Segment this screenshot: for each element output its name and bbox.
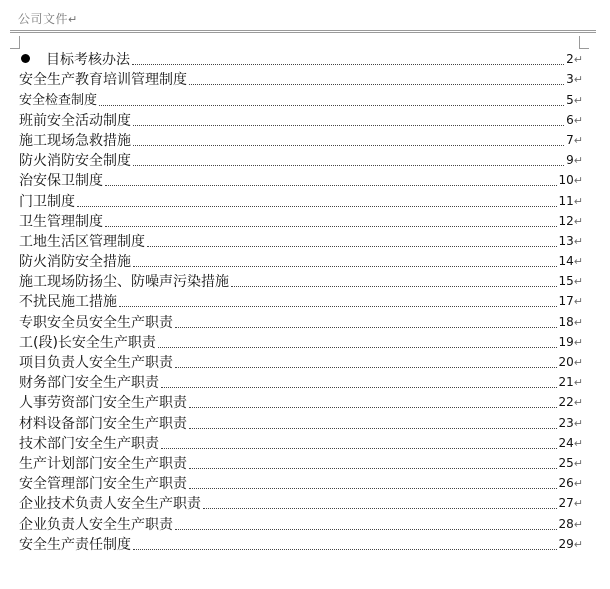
page-number-text: 28 [558, 516, 574, 531]
toc-entry-title[interactable] [19, 253, 131, 271]
paragraph-mark: ↵ [573, 436, 583, 450]
dot-leader [77, 205, 557, 207]
dot-leader [119, 305, 557, 307]
toc-page-number [559, 414, 584, 433]
toc-entry[interactable] [19, 291, 583, 311]
toc-entry-text: 施工现场急救措施 [19, 132, 131, 149]
bullet-icon [21, 54, 30, 63]
page-number-text: 14 [558, 254, 574, 269]
toc-entry[interactable] [19, 453, 583, 473]
toc-entry[interactable] [19, 49, 583, 69]
paragraph-mark: ↵ [573, 376, 583, 390]
dot-leader [175, 326, 557, 328]
toc-page-number [559, 292, 584, 311]
toc-entry-title[interactable] [19, 475, 187, 493]
dot-leader [132, 63, 564, 65]
dot-leader [133, 548, 557, 550]
toc-entry-text: 不扰民施工措施 [19, 294, 117, 311]
paragraph-mark: ↵ [573, 113, 583, 127]
toc-entry-title[interactable] [19, 293, 117, 311]
toc-entry-title[interactable] [19, 415, 187, 433]
paragraph-mark: ↵ [573, 133, 583, 147]
paragraph-mark: ↵ [573, 154, 583, 168]
toc-page-number [566, 131, 583, 150]
paragraph-mark: ↵ [573, 396, 583, 410]
toc-entry-text: 安全生产教育培训管理制度 [19, 72, 187, 89]
toc-page-number [559, 232, 584, 251]
toc-entry-text: 施工现场防扬尘、防噪声污染措施 [19, 274, 229, 291]
toc-page-number [566, 70, 583, 89]
toc-entry-title[interactable] [19, 71, 187, 89]
dot-leader [175, 528, 557, 530]
toc-entry-text: 企业技术负责人安全生产职责 [19, 496, 201, 513]
toc-entry-title[interactable] [19, 233, 145, 251]
toc-entry-title[interactable] [19, 516, 173, 534]
page-number-text: 17 [558, 294, 574, 309]
margin-corner-left [10, 36, 20, 49]
paragraph-mark: ↵ [573, 275, 583, 289]
toc-page-number [559, 393, 584, 412]
dot-leader [158, 346, 557, 348]
toc-entry[interactable] [19, 412, 583, 432]
toc-entry-text: 材料设备部门安全生产职责 [19, 415, 187, 432]
toc-entry-text: 门卫制度 [19, 193, 75, 210]
toc-page-number [559, 353, 584, 372]
dot-leader [189, 467, 557, 469]
toc-entry-title[interactable] [19, 152, 131, 170]
paragraph-mark: ↵ [573, 73, 583, 87]
margin-corner-right [579, 36, 589, 49]
dot-leader [161, 386, 557, 388]
paragraph-mark: ↵ [573, 214, 583, 228]
page-number-text: 29 [558, 536, 574, 551]
toc-entry[interactable] [19, 150, 583, 170]
toc-entry[interactable] [19, 110, 583, 130]
paragraph-mark: ↵ [573, 295, 583, 309]
toc-page-number [559, 252, 584, 271]
paragraph-mark: ↵ [573, 456, 583, 470]
toc-entry[interactable] [19, 89, 583, 109]
toc-entry-text: 安全检查制度 [19, 92, 98, 108]
toc-page-number [566, 91, 583, 110]
toc-entry-text: 企业负责人安全生产职责 [19, 516, 173, 533]
toc-page-number [559, 171, 584, 190]
toc-entry-title[interactable] [19, 51, 130, 69]
paragraph-mark: ↵ [573, 416, 583, 430]
toc-entry[interactable] [19, 251, 583, 271]
paragraph-mark: ↵ [68, 13, 78, 26]
page-number-text: 6 [566, 112, 574, 127]
page-number-text: 12 [558, 213, 574, 228]
toc-entry-title[interactable] [19, 536, 131, 554]
toc-entry[interactable] [19, 534, 583, 554]
toc-entry-text: 人事劳资部门安全生产职责 [19, 395, 187, 412]
paragraph-mark: ↵ [573, 194, 583, 208]
toc-entry-title[interactable] [19, 394, 187, 412]
toc-entry-title[interactable] [19, 334, 156, 352]
toc-entry[interactable] [19, 332, 583, 352]
toc-page-number [559, 192, 584, 211]
toc-entry-title[interactable] [19, 495, 201, 513]
dot-leader [147, 245, 557, 247]
dot-leader [189, 83, 564, 85]
toc-page-number [559, 535, 584, 554]
toc-entry[interactable] [19, 493, 583, 513]
paragraph-mark: ↵ [573, 517, 583, 531]
toc-page-number [559, 515, 584, 534]
page-number-text: 25 [558, 455, 574, 470]
toc-page-number [559, 474, 584, 493]
dot-leader [189, 427, 557, 429]
paragraph-mark: ↵ [573, 315, 583, 329]
toc-entry[interactable] [19, 170, 583, 190]
toc-entry[interactable] [19, 433, 583, 453]
toc-entry-text: 生产计划部门安全生产职责 [19, 455, 187, 472]
page-number-text: 24 [558, 435, 574, 450]
toc-page-number [559, 333, 584, 352]
page-number-text: 23 [558, 415, 574, 430]
header-title: 公司文件 [18, 12, 69, 26]
toc-entry[interactable] [19, 231, 583, 251]
toc-page-number [559, 313, 584, 332]
page-number-text: 27 [558, 496, 574, 511]
toc-entry-title[interactable] [19, 435, 159, 453]
dot-leader [175, 366, 557, 368]
toc-entry-text: 项目负责人安全生产职责 [19, 355, 173, 371]
toc-entry-title[interactable] [19, 193, 75, 211]
page-number-text: 7 [566, 132, 574, 147]
dot-leader [133, 124, 564, 126]
toc-page-number [559, 373, 584, 392]
toc-entry[interactable] [19, 372, 583, 392]
toc-entry[interactable] [19, 352, 583, 372]
page-number-text: 3 [566, 72, 574, 87]
toc-entry-title[interactable] [19, 374, 159, 392]
page-number-text: 11 [558, 193, 574, 208]
toc-entry[interactable] [19, 130, 583, 150]
toc-entry-text: 班前安全活动制度 [19, 112, 131, 129]
toc-entry-text: 工地生活区管理制度 [19, 233, 145, 250]
paragraph-mark: ↵ [573, 537, 583, 551]
toc-page-number [559, 494, 584, 513]
toc-entry-title[interactable] [19, 92, 97, 110]
page-number-text: 21 [558, 375, 574, 390]
dot-leader [105, 184, 557, 186]
page-number-text: 9 [566, 153, 574, 168]
page-number-text: 20 [558, 355, 574, 369]
dot-leader [189, 406, 557, 408]
paragraph-mark: ↵ [573, 234, 583, 248]
toc-page-number [566, 151, 583, 170]
page-number-text: 19 [558, 334, 574, 349]
paragraph-mark: ↵ [573, 255, 583, 269]
toc-entry-title[interactable] [19, 273, 229, 291]
paragraph-mark: ↵ [573, 356, 583, 369]
toc-entry-text: 卫生管理制度 [19, 213, 103, 230]
toc-page-number [559, 272, 584, 291]
toc-entry-text: 目标考核办法 [46, 52, 130, 69]
toc-entry-title[interactable] [19, 455, 187, 473]
toc-entry[interactable] [19, 392, 583, 412]
dot-leader [133, 164, 564, 166]
dot-leader [133, 265, 557, 267]
toc-entry-title[interactable] [19, 314, 173, 332]
header-rule [10, 30, 596, 33]
toc-entry-title[interactable] [19, 112, 131, 130]
toc-entry-text: 财务部门安全生产职责 [19, 375, 159, 392]
dot-leader [105, 225, 557, 227]
page-number-text: 5 [566, 92, 574, 107]
paragraph-mark: ↵ [573, 477, 583, 491]
table-of-contents [19, 49, 583, 554]
page-number-text: 22 [558, 395, 574, 410]
dot-leader [161, 447, 557, 449]
toc-entry-title[interactable] [19, 132, 131, 150]
toc-entry-text: 技术部门安全生产职责 [19, 435, 159, 452]
page-number-text: 2 [566, 52, 574, 67]
page-number-text: 15 [558, 274, 574, 289]
paragraph-mark: ↵ [573, 335, 583, 349]
toc-page-number [559, 434, 584, 453]
dot-leader [203, 507, 557, 509]
toc-entry-text: 工(段)长安全生产职责 [19, 334, 156, 351]
toc-entry[interactable] [19, 211, 583, 231]
toc-page-number [566, 111, 583, 130]
paragraph-mark: ↵ [573, 93, 583, 107]
page-number-text: 18 [558, 314, 574, 329]
toc-entry-text: 防火消防安全制度 [19, 153, 131, 170]
toc-entry[interactable] [19, 69, 583, 89]
page-number-text: 13 [558, 233, 574, 248]
page-header [18, 10, 78, 27]
toc-entry-text: 专职安全员安全生产职责 [19, 314, 173, 331]
toc-entry-title[interactable] [19, 172, 103, 190]
toc-page-number [566, 50, 583, 69]
toc-entry[interactable] [19, 473, 583, 493]
paragraph-mark: ↵ [573, 174, 583, 188]
toc-page-number [559, 212, 584, 231]
toc-entry-title[interactable] [19, 213, 103, 231]
toc-entry[interactable] [19, 271, 583, 291]
page-number-text: 26 [558, 476, 574, 491]
dot-leader [99, 104, 564, 106]
paragraph-mark: ↵ [573, 53, 583, 67]
toc-entry-text: 治安保卫制度 [19, 173, 103, 190]
dot-leader [189, 487, 557, 489]
toc-entry-text: 防火消防安全措施 [19, 254, 131, 271]
toc-entry-text: 安全生产责任制度 [19, 536, 131, 553]
page-number-text: 10 [558, 173, 574, 188]
toc-entry-title[interactable] [19, 354, 173, 372]
dot-leader [231, 285, 557, 287]
dot-leader [133, 144, 564, 146]
toc-page-number [559, 454, 584, 473]
toc-entry[interactable] [19, 513, 583, 533]
toc-entry[interactable] [19, 190, 583, 210]
toc-entry[interactable] [19, 311, 583, 331]
toc-entry-text: 安全管理部门安全生产职责 [19, 476, 187, 493]
paragraph-mark: ↵ [573, 497, 583, 511]
